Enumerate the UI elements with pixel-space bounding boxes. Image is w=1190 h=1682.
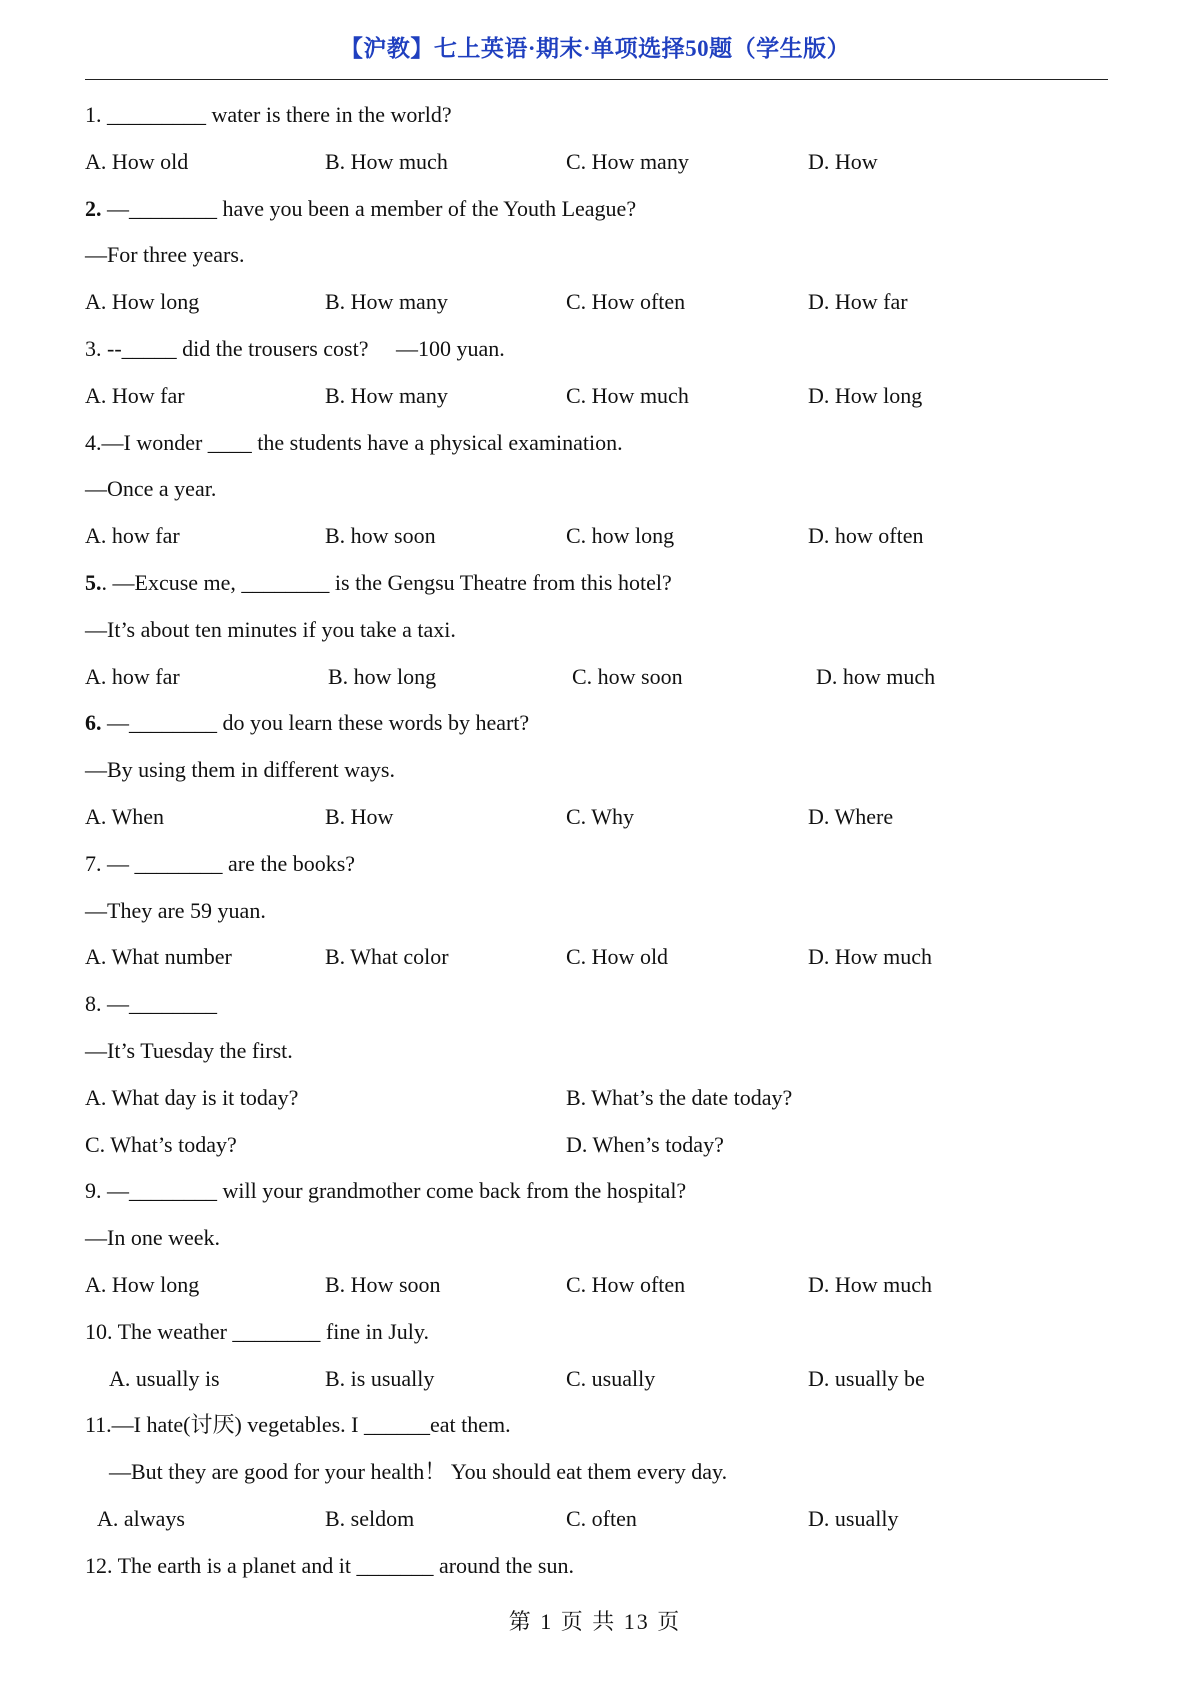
option-c: C. How much (566, 382, 689, 408)
option-c: C. How often (566, 1271, 686, 1297)
option-b: B. How much (325, 148, 448, 174)
option-c: C. Why (566, 803, 635, 829)
question-9-options (85, 1262, 1115, 1309)
question-9-stem: 9. —________ will your grandmother come back from the hospital? (85, 1178, 687, 1204)
question-11-reply: —But they are good for your health！ You should eat them every day. (109, 1459, 728, 1485)
question-7-reply: —They are 59 yuan. (85, 897, 266, 923)
option-b: B. What’s the date today? (566, 1084, 793, 1110)
question-4-options (85, 513, 1115, 560)
question-2-stem: 2. —________ have you been a member of the Youth League? (85, 195, 637, 221)
option-b: B. What color (325, 944, 449, 970)
question-10-stem: 10. The weather ________ fine in July. (85, 1318, 429, 1344)
option-c: C. How many (566, 148, 689, 174)
question-6-options (85, 794, 1115, 841)
question-8-options-row-1 (85, 1075, 1115, 1122)
question-11-options (85, 1496, 1115, 1543)
option-c: C. usually (566, 1365, 656, 1391)
option-a: A. When (85, 803, 165, 829)
question-8-options-row-2 (85, 1122, 1115, 1169)
question-2-reply: —For three years. (85, 242, 245, 268)
question-number: 6. (85, 710, 102, 736)
option-d: D. how much (816, 663, 936, 689)
option-d: D. Where (808, 803, 894, 829)
option-b: B. How many (325, 289, 448, 315)
header-rule (85, 79, 1108, 80)
question-5-stem: 5.. —Excuse me, ________ is the Gengsu Theatre from this hotel? (85, 569, 672, 595)
option-a: A. What number (85, 944, 232, 970)
option-c: C. What’s today? (85, 1131, 237, 1157)
option-d: D. When’s today? (566, 1131, 724, 1157)
question-6-reply: —By using them in different ways. (85, 757, 395, 783)
question-6-stem: 6. —________ do you learn these words by heart? (85, 710, 530, 736)
option-d: D. How long (808, 382, 923, 408)
option-c: C. how soon (572, 663, 683, 689)
option-d: D. usually be (808, 1365, 925, 1391)
question-4-reply: —Once a year. (85, 476, 217, 502)
option-b: B. how long (328, 663, 437, 689)
option-b: B. How (325, 803, 394, 829)
question-3-options (85, 373, 1115, 420)
question-5-options (85, 654, 1115, 701)
option-c: C. How often (566, 289, 686, 315)
option-a: A. How long (85, 289, 200, 315)
question-2-options (85, 279, 1115, 326)
question-7-options (85, 934, 1115, 981)
page-number: 第 1 页 共 13 页 (508, 1609, 682, 1634)
question-4-stem: 4.—I wonder ____ the students have a physical examination. (85, 429, 623, 455)
question-10-options (85, 1356, 1115, 1403)
question-number: 2. (85, 195, 102, 221)
option-c: C. how long (566, 523, 675, 549)
option-d: D. How far (808, 289, 908, 315)
option-a: A. usually is (109, 1365, 220, 1391)
question-11-stem: 11.—I hate(讨厌) vegetables. I ______eat them. (85, 1412, 511, 1438)
question-5-reply: —It’s about ten minutes if you take a taxi. (85, 616, 456, 642)
question-number: 5. (85, 569, 102, 595)
option-d: D. How much (808, 1271, 933, 1297)
option-b: B. How soon (325, 1271, 441, 1297)
option-a: A. How old (85, 148, 189, 174)
option-a: A. how far (85, 663, 180, 689)
question-9-reply: —In one week. (85, 1225, 221, 1251)
option-b: B. seldom (325, 1505, 415, 1531)
option-d: D. How (808, 148, 878, 174)
question-7-stem: 7. — ________ are the books? (85, 850, 356, 876)
question-3-stem: 3. --_____ did the trousers cost? —100 yuan. (85, 335, 505, 361)
option-c: C. How old (566, 944, 669, 970)
option-a: A. How far (85, 382, 185, 408)
option-d: D. How much (808, 944, 933, 970)
option-d: D. how often (808, 523, 924, 549)
option-a: A. How long (85, 1271, 200, 1297)
option-a: A. What day is it today? (85, 1084, 299, 1110)
question-1-options (85, 139, 1115, 186)
option-b: B. how soon (325, 523, 436, 549)
question-8-reply: —It’s Tuesday the first. (85, 1037, 293, 1063)
question-8-stem: 8. —________ (85, 991, 217, 1017)
question-12-stem: 12. The earth is a planet and it _______ around the sun. (85, 1552, 574, 1578)
option-b: B. How many (325, 382, 448, 408)
option-a: A. always (97, 1505, 185, 1531)
option-b: B. is usually (325, 1365, 435, 1391)
option-d: D. usually (808, 1505, 899, 1531)
question-1-stem: 1. _________ water is there in the world? (85, 102, 452, 127)
document-header-title: 【沪教】七上英语·期末·单项选择50题（学生版） (339, 36, 851, 61)
question-list (85, 92, 1115, 1590)
option-a: A. how far (85, 523, 180, 549)
option-c: C. often (566, 1505, 637, 1531)
